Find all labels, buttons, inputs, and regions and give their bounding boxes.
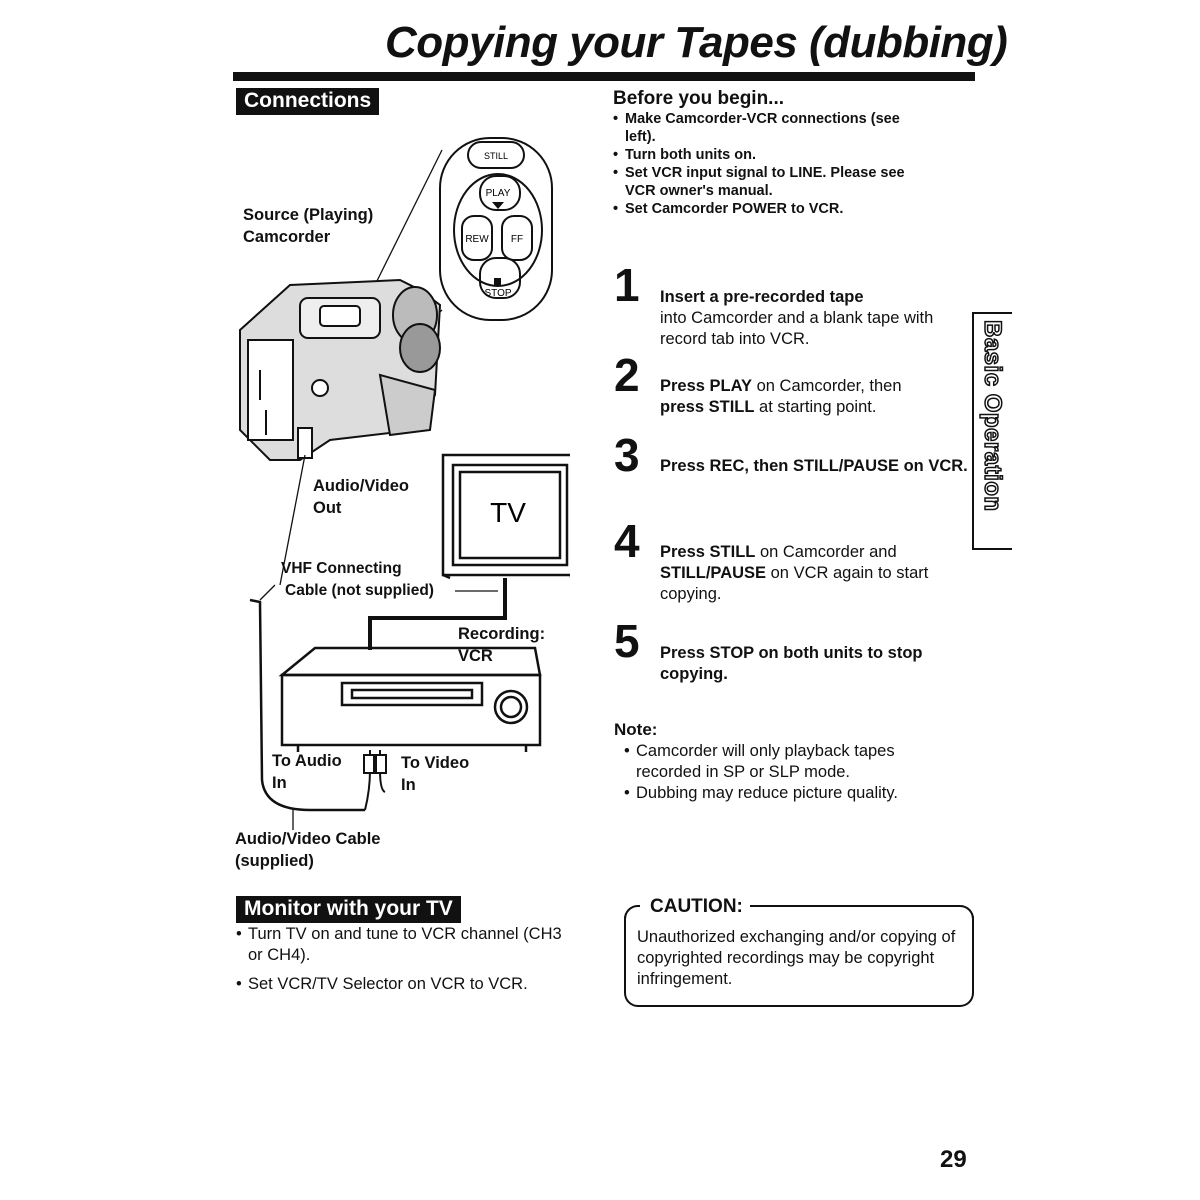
- recording-vcr-label: Recording: VCR: [458, 625, 546, 665]
- vhf-cable-label: VHF Connecting Cable (not supplied): [281, 560, 434, 599]
- caution-border: [750, 905, 974, 921]
- note-item: • Camcorder will only playback tapes recorded in SP or SLP mode.: [624, 741, 954, 783]
- remote-still-label: STILL: [483, 151, 509, 161]
- stop-icon: [494, 278, 501, 285]
- play-icon: [492, 202, 504, 209]
- step-number: 1: [614, 259, 640, 311]
- page-number: 29: [940, 1146, 967, 1173]
- side-tab: [972, 312, 1012, 550]
- step-number: 3: [614, 429, 640, 481]
- page-title: Copying your Tapes (dubbing): [385, 18, 1008, 67]
- side-tab-label: Basic Operation: [979, 320, 1006, 512]
- note-section: [614, 719, 954, 804]
- step-text: Press REC, then STILL/PAUSE on VCR.: [660, 457, 968, 475]
- av-out-label: Audio/Video Out: [313, 477, 409, 517]
- before-item: • Set Camcorder POWER to VCR.: [613, 200, 923, 218]
- note-heading: Note:: [614, 720, 658, 739]
- before-item: • Set VCR input signal to LINE. Please see VCR owner's manual.: [613, 164, 923, 200]
- caution-border: [624, 905, 640, 921]
- step-number: 5: [614, 615, 640, 667]
- av-cable-label: Audio/Video Cable (supplied): [235, 830, 381, 870]
- monitor-item: • Set VCR/TV Selector on VCR to VCR.: [236, 974, 566, 995]
- to-video-in-label: To Video In: [401, 754, 470, 794]
- source-camcorder-label: Source (Playing) Camcorder: [243, 206, 374, 246]
- remote-stop-label: STOP: [484, 288, 512, 299]
- connections-heading: Connections: [236, 88, 379, 115]
- step-number: 2: [614, 349, 640, 401]
- remote-rew-label: REW: [465, 234, 489, 245]
- to-audio-in-label: To Audio In: [272, 752, 342, 792]
- monitor-heading: Monitor with your TV: [236, 896, 461, 923]
- step-number: 4: [614, 515, 640, 567]
- step-text: Press STOP on both units to stop copying.: [660, 644, 923, 683]
- step-text: Insert a pre-recorded tape into Camcorder and a blank tape with record tab into VCR.: [660, 288, 934, 348]
- monitor-section: [236, 924, 566, 995]
- step-text: Press STILL on Camcorder and STILL/PAUSE on VCR again to start copying.: [660, 543, 929, 603]
- title-rule: [233, 72, 975, 81]
- camcorder-illustration: [240, 280, 440, 460]
- step-text: Press PLAY on Camcorder, then press STILL at starting point.: [660, 377, 902, 416]
- tv-screen-label: TV: [490, 497, 526, 528]
- caution-heading: CAUTION:: [646, 896, 747, 918]
- remote-play-label: PLAY: [485, 188, 511, 199]
- before-item: • Make Camcorder-VCR connections (see left).: [613, 110, 923, 146]
- caution-text: Unauthorized exchanging and/or copying of copyrighted recordings may be copyright infringement.: [637, 928, 956, 988]
- monitor-item: • Turn TV on and tune to VCR channel (CH3 or CH4).: [236, 924, 566, 966]
- before-item: • Turn both units on.: [613, 146, 923, 164]
- before-you-begin: [613, 88, 963, 218]
- before-heading: Before you begin...: [613, 88, 785, 109]
- remote-ff-label: FF: [510, 234, 524, 245]
- note-item: • Dubbing may reduce picture quality.: [624, 783, 954, 804]
